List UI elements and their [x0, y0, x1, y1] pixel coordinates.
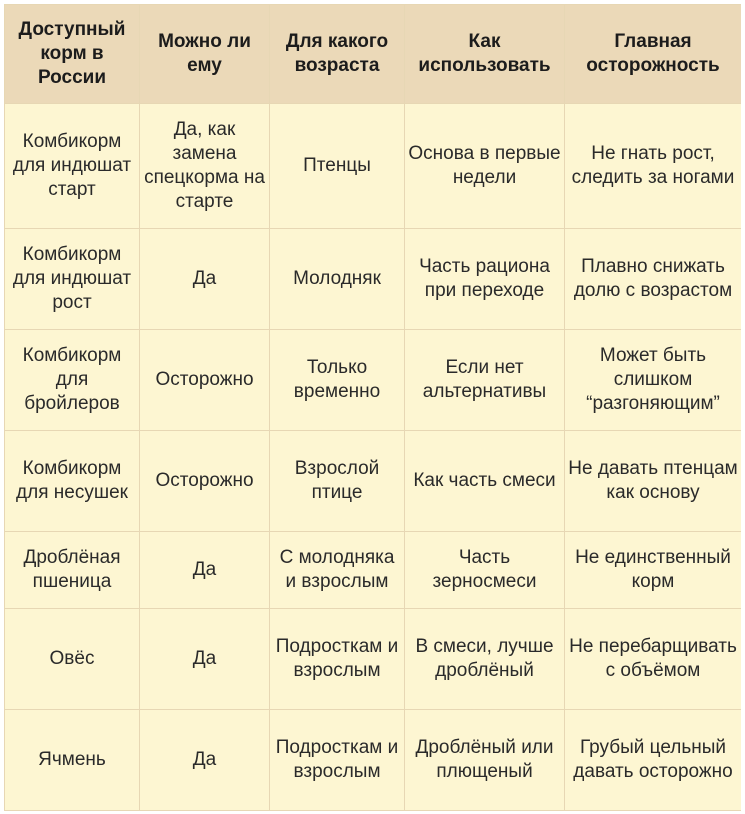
table-row	[5, 609, 742, 710]
cell-feed: Ячмень	[5, 710, 140, 811]
cell-allowed: Да	[140, 710, 270, 811]
table-header-row	[5, 5, 742, 104]
cell-allowed: Осторожно	[140, 431, 270, 532]
table-row	[5, 710, 742, 811]
cell-age: С молодняка и взрослым	[270, 532, 405, 609]
cell-feed: Комбикорм для индюшат старт	[5, 104, 140, 229]
cell-age: Молодняк	[270, 229, 405, 330]
cell-usage: Как часть смеси	[405, 431, 565, 532]
header-age: Для какого возраста	[270, 5, 405, 104]
cell-allowed: Да	[140, 229, 270, 330]
cell-usage: Основа в первые недели	[405, 104, 565, 229]
cell-caution: Не гнать рост, следить за ногами	[565, 104, 742, 229]
cell-age: Подросткам и взрослым	[270, 710, 405, 811]
table-row	[5, 431, 742, 532]
cell-feed: Комбикорм для несушек	[5, 431, 140, 532]
feed-table-frame	[4, 4, 741, 814]
table-row	[5, 330, 742, 431]
header-caution: Главная осторожность	[565, 5, 742, 104]
cell-age: Только временно	[270, 330, 405, 431]
cell-age: Птенцы	[270, 104, 405, 229]
cell-caution: Плавно снижать долю с возрастом	[565, 229, 742, 330]
cell-feed: Комбикорм для бройлеров	[5, 330, 140, 431]
cell-usage: Если нет альтернативы	[405, 330, 565, 431]
cell-feed: Комбикорм для индюшат рост	[5, 229, 140, 330]
header-allowed: Можно ли ему	[140, 5, 270, 104]
cell-caution: Не перебарщивать с объёмом	[565, 609, 742, 710]
feed-table	[4, 4, 741, 811]
header-usage: Как использовать	[405, 5, 565, 104]
cell-caution: Не давать птенцам как основу	[565, 431, 742, 532]
cell-usage: Часть зерносмеси	[405, 532, 565, 609]
cell-allowed: Да	[140, 532, 270, 609]
cell-feed: Овёс	[5, 609, 140, 710]
cell-usage: Часть рациона при переходе	[405, 229, 565, 330]
table-row	[5, 229, 742, 330]
cell-feed: Дроблёная пшеница	[5, 532, 140, 609]
cell-age: Подросткам и взрослым	[270, 609, 405, 710]
table-row	[5, 104, 742, 229]
cell-usage: В смеси, лучше дроблёный	[405, 609, 565, 710]
cell-allowed: Да	[140, 609, 270, 710]
cell-allowed: Осторожно	[140, 330, 270, 431]
header-feed: Доступный корм в России	[5, 5, 140, 104]
cell-age: Взрослой птице	[270, 431, 405, 532]
cell-caution: Может быть слишком “разгоняющим”	[565, 330, 742, 431]
cell-allowed: Да, как замена спецкорма на старте	[140, 104, 270, 229]
cell-usage: Дроблёный или плющеный	[405, 710, 565, 811]
table-row	[5, 532, 742, 609]
cell-caution: Не единственный корм	[565, 532, 742, 609]
cell-caution: Грубый цельный давать осторожно	[565, 710, 742, 811]
